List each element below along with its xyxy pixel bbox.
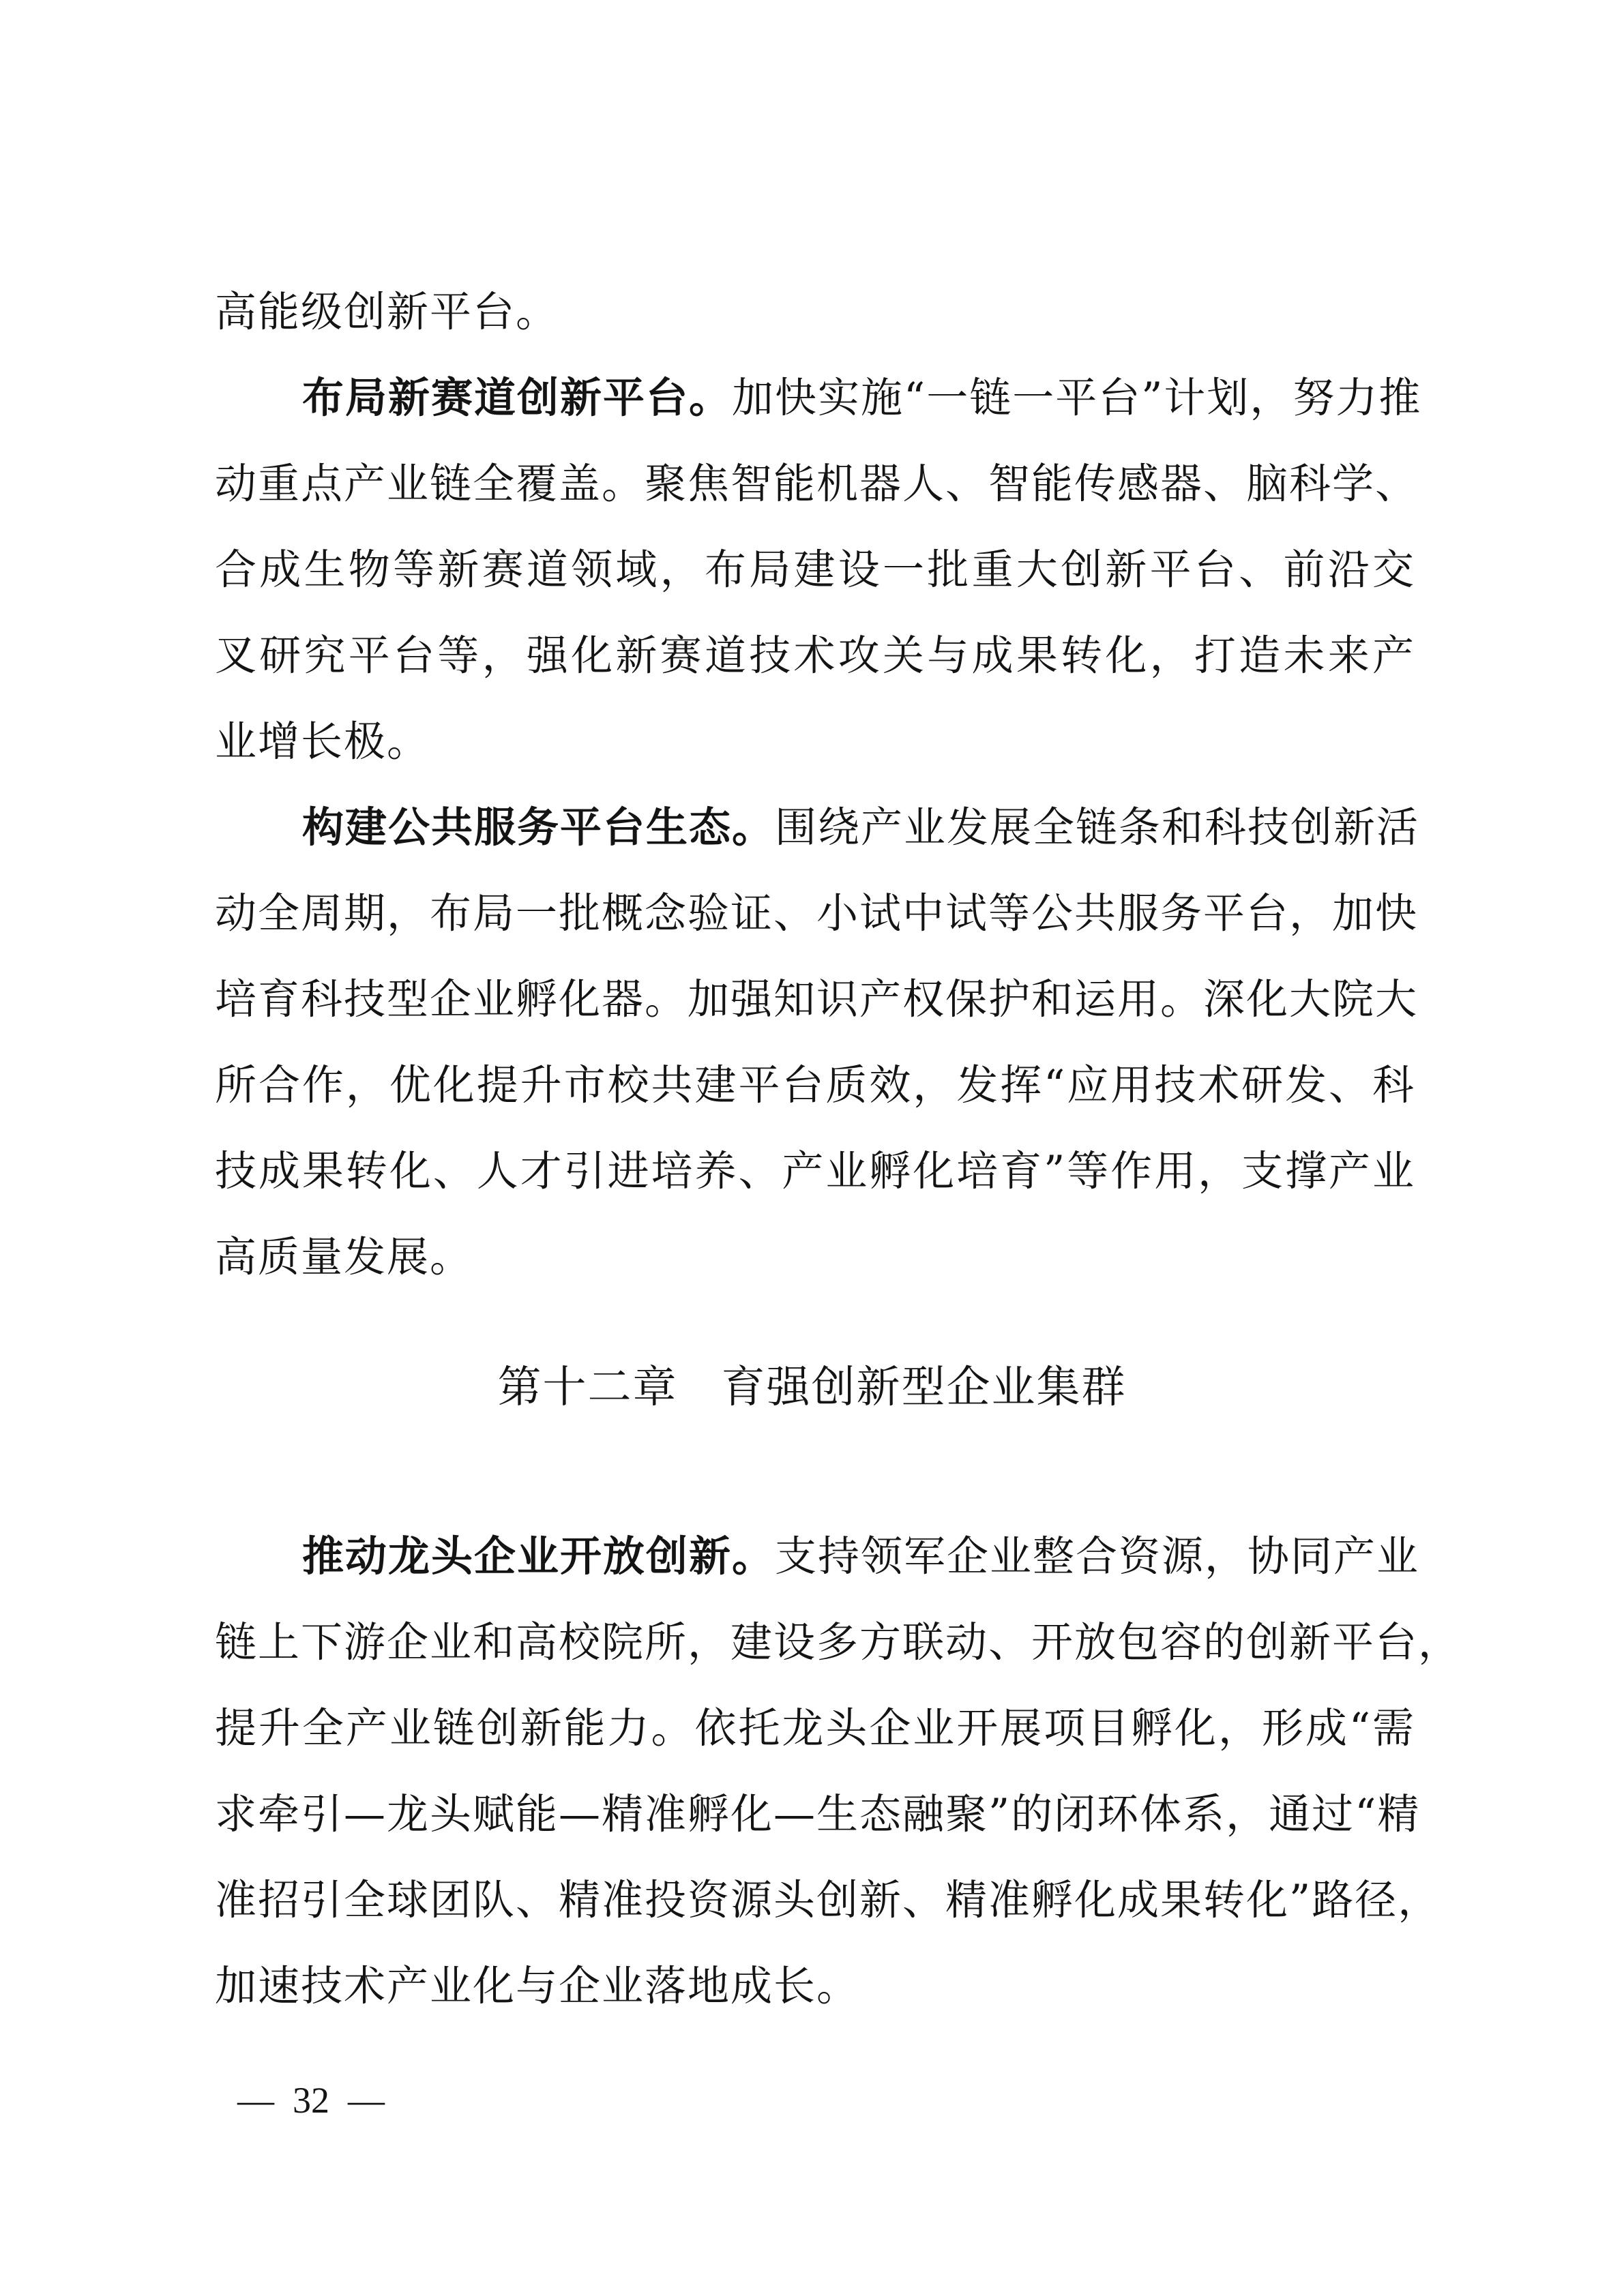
chapter-heading [0, 1343, 1624, 1432]
paragraph-public-service-platforms [215, 785, 1420, 1300]
paragraph-heading: 构建公共服务平台生态。 [302, 803, 776, 852]
chapter-title: 育强创新型企业集群 [721, 1362, 1127, 1413]
text-line: 动全周期，布局一批概念验证、小试中试等公共服务平台，加快 [215, 889, 1419, 938]
text-line: 高能级创新平台。 [215, 288, 559, 336]
text-line [215, 785, 1420, 871]
chapter-number: 第十二章 [497, 1362, 678, 1413]
text-line: 叉研究平台等，强化新赛道技术攻关与成果转化，打造未来产 [215, 631, 1415, 680]
paragraph-new-track-platforms [215, 355, 1422, 785]
text-line: 高质量发展。 [215, 1233, 473, 1281]
text-line: 所合作，优化提升市校共建平台质效，发挥“应用技术研发、科 [215, 1061, 1415, 1109]
paragraph-leading-enterprises [215, 1514, 1462, 2029]
text-line: 培育科技型企业孵化器。加强知识产权保护和运用。深化大院大 [215, 975, 1419, 1024]
text-line: 提升全产业链创新能力。依托龙头企业开展项目孵化，形成“需 [215, 1704, 1415, 1753]
section-body-upper [215, 269, 1422, 1300]
text-line: 业增长极。 [215, 717, 430, 766]
text-line [215, 355, 1422, 441]
text-line: 合成生物等新赛道领域，布局建设一批重大创新平台、前沿交 [215, 546, 1415, 594]
text-line: 动重点产业链全覆盖。聚焦智能机器人、智能传感器、脑科学、 [215, 460, 1419, 508]
page-number: — 32 — [237, 2080, 385, 2121]
text-line: 链上下游企业和高校院所，建设多方联动、开放包容的创新平台， [215, 1618, 1462, 1667]
paragraph-continuation [215, 269, 1415, 355]
text-line: 技成果转化、人才引进培养、产业孵化培育”等作用，支撑产业 [215, 1147, 1415, 1195]
section-body-lower [215, 1514, 1462, 2029]
paragraph-text: 加快实施“一链一平台”计划，努力推 [732, 374, 1422, 422]
paragraph-heading: 布局新赛道创新平台。 [302, 374, 733, 422]
text-line [215, 1514, 1420, 1600]
paragraph-text: 围绕产业发展全链条和科技创新活 [775, 803, 1420, 852]
text-line: 准招引全球团队、精准投资源头创新、精准孵化成果转化”路径， [215, 1876, 1441, 1924]
text-line: 加速技术产业化与企业落地成长。 [215, 1962, 860, 2010]
paragraph-heading: 推动龙头企业开放创新。 [302, 1532, 776, 1581]
paragraph-text: 支持领军企业整合资源，协同产业 [775, 1532, 1420, 1581]
text-line: 求牵引—龙头赋能—精准孵化—生态融聚”的闭环体系，通过“精 [215, 1790, 1421, 1838]
